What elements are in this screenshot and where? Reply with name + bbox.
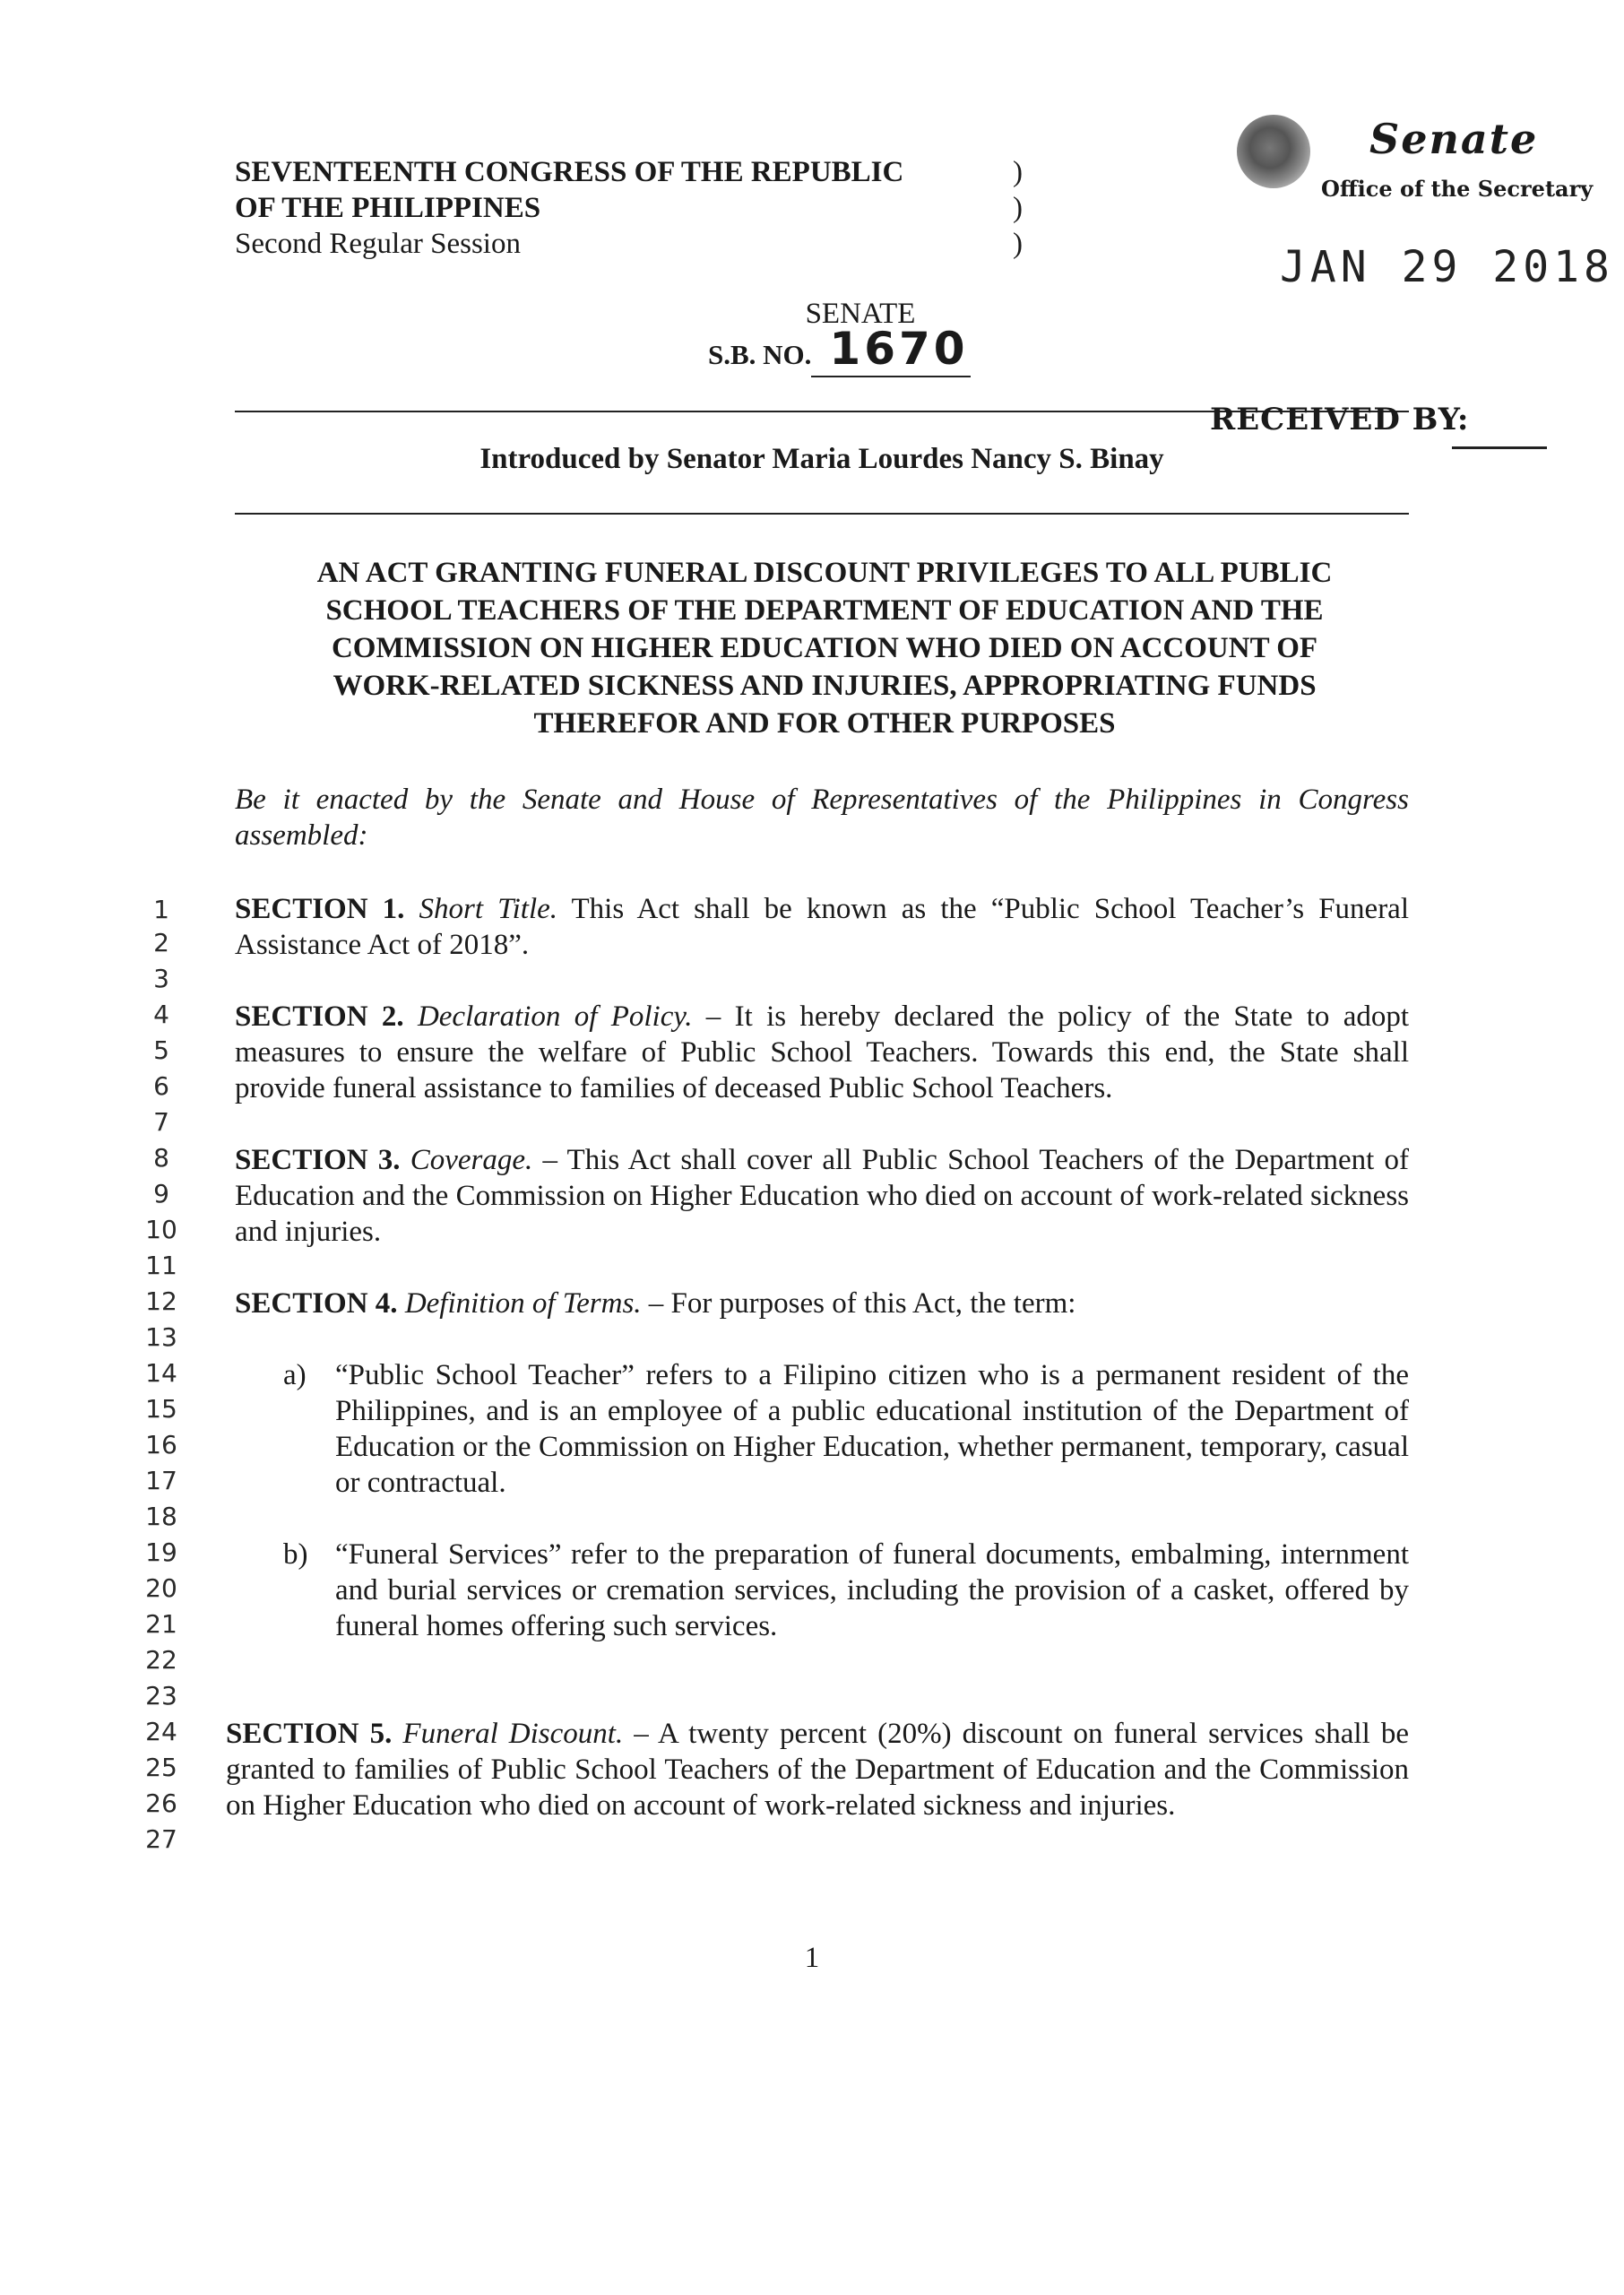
section-label: SECTION 5. — [226, 1718, 393, 1750]
section-label: SECTION 3. — [235, 1144, 401, 1176]
line-number: 6 — [153, 1071, 169, 1101]
section-heading: Short Title. — [419, 893, 558, 925]
received-by-signature-line — [1452, 446, 1547, 449]
title-line: WORK-RELATED SICKNESS AND INJURIES, APPROPRIATING FUNDS — [333, 670, 1317, 702]
bracket-paren: ) — [1013, 156, 1023, 188]
item-marker: a) — [283, 1359, 307, 1391]
title-line: COMMISSION ON HIGHER EDUCATION WHO DIED ON ACCOUNT OF — [331, 632, 1318, 664]
section-label: SECTION 1. — [235, 893, 405, 925]
page-number: 1 — [804, 1942, 820, 1974]
line-number: 5 — [153, 1035, 169, 1065]
line-number: 24 — [145, 1717, 177, 1746]
bill-number-label: S.B. NO. — [708, 339, 812, 370]
section-1 — [235, 891, 1409, 963]
line-number: 18 — [145, 1502, 177, 1531]
title-line: SCHOOL TEACHERS OF THE DEPARTMENT OF EDUCATION AND THE — [325, 594, 1324, 627]
section-heading: Declaration of Policy. — [417, 1000, 693, 1033]
section-heading: Funeral Discount. — [402, 1718, 624, 1750]
section-5 — [226, 1716, 1409, 1823]
bracket-paren: ) — [1013, 228, 1023, 260]
line-number: 23 — [145, 1681, 177, 1710]
bill-number: 1670 — [829, 323, 969, 375]
line-number: 13 — [145, 1322, 177, 1352]
congress-line-2: OF THE PHILIPPINES — [235, 192, 541, 224]
section-text: – A twenty percent (20%) discount on funeral services shall be granted to families of Public School Teachers of the Department of Education and the Commission on Higher Education who died on account of work-related sickness and injuries. — [226, 1718, 1409, 1822]
line-number: 16 — [145, 1430, 177, 1459]
line-number: 3 — [153, 964, 169, 993]
line-number: 4 — [153, 1000, 169, 1029]
line-number: 19 — [145, 1537, 177, 1567]
line-number: 15 — [145, 1394, 177, 1424]
line-number: 26 — [145, 1788, 177, 1818]
section-heading: Coverage. — [410, 1144, 533, 1176]
title-line: AN ACT GRANTING FUNERAL DISCOUNT PRIVILEGES TO ALL PUBLIC — [316, 557, 1333, 589]
section-text: This Act shall be known as the “Public School Teacher’s Funeral Assistance Act of 2018”. — [235, 893, 1409, 961]
senate-stamp-office: Office of the Secretary — [1321, 176, 1594, 202]
received-by-label: RECEIVED BY: — [1210, 402, 1470, 437]
senate-seal-icon — [1237, 115, 1310, 188]
congress-line-1: SEVENTEENTH CONGRESS OF THE REPUBLIC — [235, 156, 904, 188]
section-text: – It is hereby declared the policy of the State to adopt measures to ensure the welfare of Public School Teachers. Towards this end, the State shall provide funeral assistance to families of deceased Public School Teachers. — [235, 1000, 1410, 1104]
item-marker: b) — [283, 1538, 308, 1571]
line-number: 7 — [153, 1107, 169, 1137]
section-text: – For purposes of this Act, the term: — [648, 1287, 1076, 1320]
section-label: SECTION 4. — [235, 1287, 398, 1320]
section-text: – This Act shall cover all Public School Teachers of the Department of Education and the Commission on Higher Education who died on account of work-related sickness and injuries. — [235, 1144, 1410, 1248]
line-number: 27 — [145, 1824, 177, 1854]
bill-number-row — [708, 323, 971, 377]
line-number: 14 — [145, 1358, 177, 1388]
received-date-stamp: JAN 29 2018 — [1280, 242, 1614, 292]
session-line: Second Regular Session — [235, 228, 521, 260]
line-number: 1 — [153, 895, 169, 924]
definition-funeral-services: “Funeral Services” refer to the preparation of funeral documents, embalming, internment and burial services or cremation services, including the provision of a casket, offered by funeral homes offering such services. — [335, 1538, 1409, 1642]
line-number: 12 — [145, 1286, 177, 1316]
section-4 — [235, 1286, 1409, 1321]
line-number: 20 — [145, 1573, 177, 1603]
section-heading: Definition of Terms. — [404, 1287, 642, 1320]
line-number: 8 — [153, 1143, 169, 1173]
introduced-by: Introduced by Senator Maria Lourdes Nancy S. Binay — [479, 443, 1164, 475]
section-3 — [235, 1142, 1409, 1250]
line-number: 25 — [145, 1753, 177, 1782]
bill-title — [206, 554, 1443, 742]
definition-public-school-teacher: “Public School Teacher” refers to a Filipino citizen who is a permanent resident of the Philippines, and is an employee of a public educational institution of the Department of Education or the Commission on Higher Education, whether permanent, temporary, casual or contractual. — [335, 1359, 1409, 1499]
line-number: 9 — [153, 1179, 169, 1208]
line-number: 17 — [145, 1466, 177, 1495]
introducer-divider — [235, 513, 1409, 515]
bracket-paren: ) — [1013, 192, 1023, 224]
enacting-clause: Be it enacted by the Senate and House of Representatives of the Philippines in Congress assembled: — [235, 784, 1409, 852]
line-number: 11 — [145, 1251, 177, 1280]
line-number: 22 — [145, 1645, 177, 1675]
section-label: SECTION 2. — [235, 1000, 404, 1033]
line-number: 21 — [145, 1609, 177, 1639]
line-number: 2 — [153, 928, 169, 957]
line-number: 10 — [145, 1215, 177, 1244]
chamber-label: SENATE — [805, 298, 916, 330]
title-line: THEREFOR AND FOR OTHER PURPOSES — [533, 707, 1116, 740]
section-2 — [235, 999, 1409, 1106]
senate-stamp-name: Senate — [1369, 115, 1539, 163]
